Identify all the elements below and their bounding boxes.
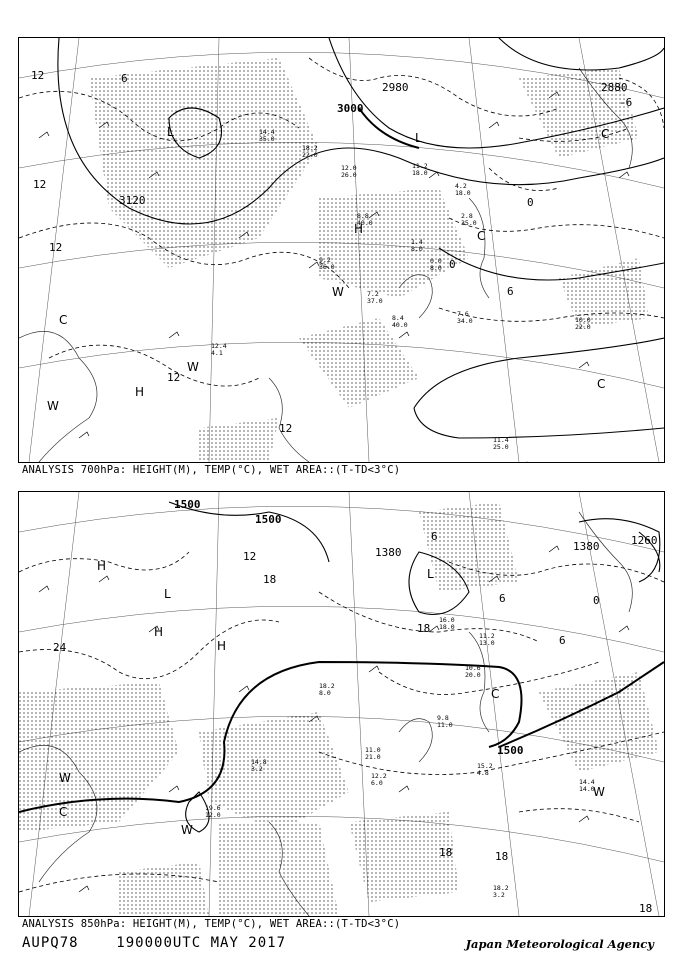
temp-label: 18 [495,850,509,863]
low-center: L [167,125,174,139]
station-obs: 8.8 40.0 [357,212,373,227]
station-obs: 14.8 3.2 [251,758,267,773]
station-obs: 11.2 13.0 [479,632,495,647]
height-label: 1380 [375,546,402,559]
warm-center: W [47,399,59,413]
station-obs: 12.2 6.0 [371,772,387,787]
temp-label: 12 [279,422,293,435]
agency-name: Japan Meteorological Agency [465,937,654,951]
high-center: H [97,559,107,573]
product-code: AUPQ78 [22,935,79,951]
temp-label: 18 [439,846,453,859]
warm-center: W [593,785,605,799]
station-obs: 14.4 14.0 [579,778,595,793]
station-obs: 11.2 18.0 [412,162,428,177]
station-obs: 15.2 4.8 [477,762,493,777]
valid-time: 190000UTC MAY 2017 [116,935,287,951]
station-obs: 14.4 35.0 [259,128,275,143]
station-obs: 19.6 12.0 [205,804,221,819]
high-center: H [354,222,364,236]
temp-label: 24 [53,641,67,654]
station-obs: 18.2 8.0 [319,682,335,697]
station-obs: 9.2 36.0 [319,256,335,271]
height-label: 2880 [601,81,628,94]
height-label: 1260 [631,534,658,547]
height-label: 3120 [119,194,146,207]
wet-area [89,58,649,462]
station-obs: 10.0 22.0 [575,316,591,331]
temp-label: 6 [559,634,566,647]
station-obs: 0.0 8.0 [430,257,442,272]
temp-label: 6 [499,592,506,605]
station-obs: 9.8 11.0 [437,714,453,729]
temp-label: 12 [31,69,45,82]
temp-label: 18 [639,902,653,915]
station-obs: 16.0 18.0 [439,616,455,631]
temp-label: 12 [243,550,257,563]
temp-label: 12 [49,241,63,254]
station-obs: 7.2 37.0 [367,290,383,305]
height-label: 2980 [382,81,409,94]
station-obs: 12.4 4.1 [211,342,227,357]
map-700hpa-caption: ANALYSIS 700hPa: HEIGHT(M), TEMP(°C), WET AREA::(T-TD<3°C) [22,464,401,476]
high-center: H [217,639,227,653]
cold-center: C [59,805,68,819]
height-label: 1500 [174,498,201,511]
station-obs: 10.6 20.0 [465,664,481,679]
height-label: 3000 [337,102,364,115]
station-obs: 11.0 21.0 [365,746,381,761]
temp-label: 12 [167,371,181,384]
warm-center: W [187,360,199,374]
map-850hpa-caption: ANALYSIS 850hPa: HEIGHT(M), TEMP(°C), WET AREA::(T-TD<3°C) [22,918,401,930]
map-700hpa-canvas [19,38,664,462]
station-obs: 12.0 26.0 [341,164,357,179]
warm-center: W [332,285,344,299]
temp-label: 0 [449,258,456,271]
cold-center: C [597,377,606,391]
temp-label: 18 [417,622,431,635]
temp-label: 0 [593,594,600,607]
temp-label: -6 [619,96,633,109]
station-obs: 18.2 3.2 [493,884,509,899]
high-center: H [135,385,145,399]
map-850hpa [18,491,665,917]
temp-label: 6 [507,285,514,298]
height-label: 1500 [255,513,282,526]
cold-center: C [601,127,610,141]
product-header [22,935,286,951]
station-obs: 4.2 18.0 [455,182,471,197]
station-obs: 11.4 25.0 [493,436,509,451]
station-obs: 8.4 40.0 [392,314,408,329]
station-obs: 18.2 22.0 [302,144,318,159]
map-700hpa [18,37,665,463]
station-obs: 2.8 35.0 [461,212,477,227]
low-center: L [164,587,171,601]
station-obs: 1.4 8.0 [411,238,423,253]
high-center: H [154,625,164,639]
cold-center: C [491,687,500,701]
cold-center: C [477,229,486,243]
temp-label: 0 [527,196,534,209]
low-center: L [415,131,422,145]
temp-label: 6 [431,530,438,543]
temp-label: 12 [33,178,47,191]
temp-label: 6 [121,72,128,85]
height-label: 1380 [573,540,600,553]
warm-center: W [181,823,193,837]
height-label: 1500 [497,744,524,757]
cold-center: C [59,313,68,327]
temp-label: 18 [263,573,277,586]
station-obs: 7.6 34.0 [457,310,473,325]
map-850hpa-canvas [19,492,664,916]
warm-center: W [59,771,71,785]
low-center: L [427,567,434,581]
